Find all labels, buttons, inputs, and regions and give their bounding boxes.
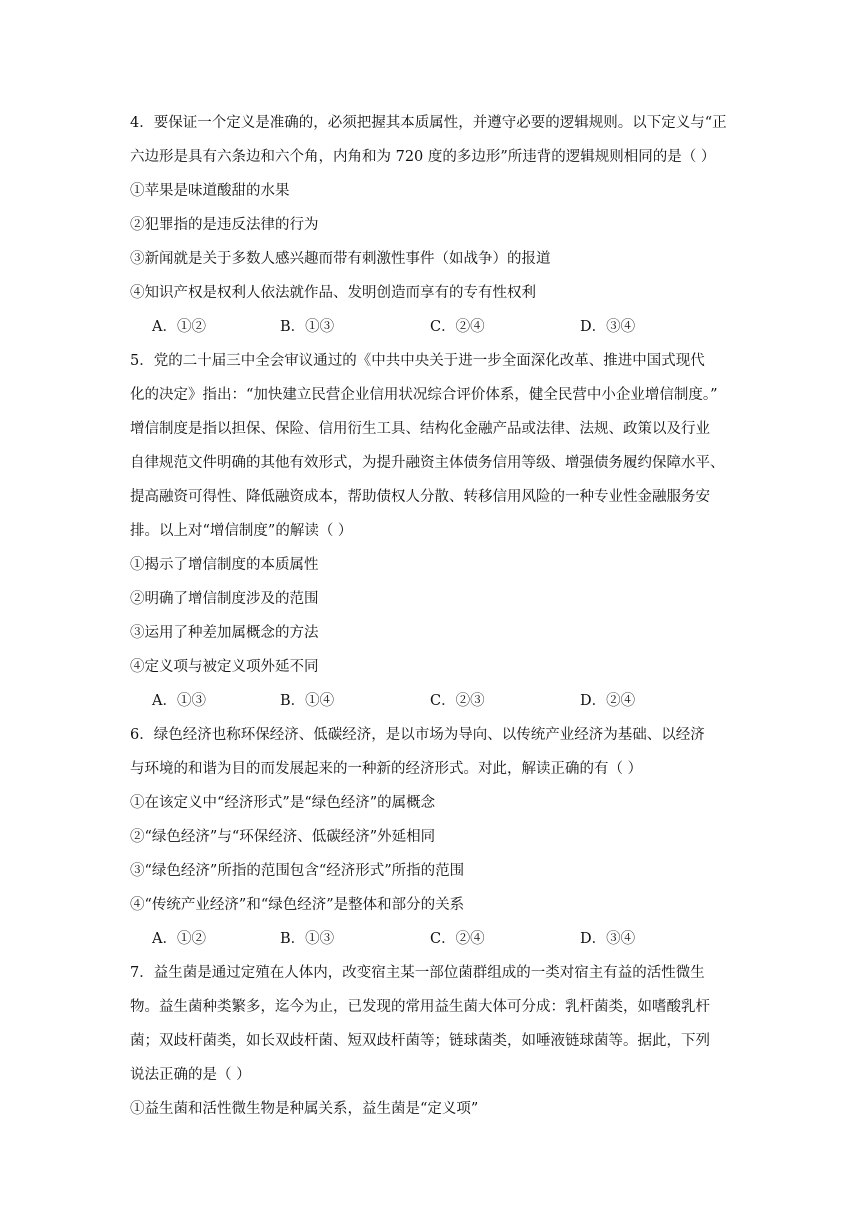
answer-options <box>152 691 752 711</box>
question-text-line: 自律规范文件明确的其他有效形式，为提升融资主体债务信用等级、增强债务履约保障水平、 <box>130 455 725 471</box>
option-c: C．②④ <box>430 319 485 335</box>
statement: ③新闻就是关于多数人感兴趣而带有刺激性事件（如战争）的报道 <box>130 251 551 267</box>
statement: ②明确了增信制度涉及的范围 <box>130 591 319 607</box>
option-b: B．①④ <box>280 693 335 709</box>
question-text-line: 物。益生菌种类繁多，迄今为止，已发现的常用益生菌大体可分成：乳杆菌类，如嗜酸乳杆 <box>130 999 710 1015</box>
question-text-line: 菌；双歧杆菌类，如长双歧杆菌、短双歧杆菌等；链球菌类，如唾液链球菌等。据此，下列 <box>130 1033 710 1049</box>
question-text-line: 6．绿色经济也称环保经济、低碳经济，是以市场为导向、以传统产业经济为基础、以经济 <box>130 727 705 743</box>
option-b: B．①③ <box>280 931 335 947</box>
statement: ①苹果是味道酸甜的水果 <box>130 183 290 199</box>
option-a: A．①② <box>152 319 206 335</box>
question-text-line: 与环境的和谐为目的而发展起来的一种新的经济形式。对此，解读正确的有（ ） <box>130 761 643 777</box>
option-a: A．①③ <box>152 693 206 709</box>
statement: ②“绿色经济”与“环保经济、低碳经济”外延相同 <box>130 829 436 845</box>
statement: ①益生菌和活性微生物是种属关系，益生菌是“定义项” <box>130 1101 479 1117</box>
answer-options <box>152 929 752 949</box>
statement: ③“绿色经济”所指的范围包含“经济形式”所指的范围 <box>130 863 465 879</box>
option-b: B．①③ <box>280 319 335 335</box>
question-text-line: 说法正确的是（ ） <box>130 1067 251 1083</box>
statement: ①在该定义中“经济形式”是“绿色经济”的属概念 <box>130 795 436 811</box>
question-text-line: 4．要保证一个定义是准确的，必须把握其本质属性，并遵守必要的逻辑规则。以下定义与“正 <box>130 115 727 131</box>
statement: ②犯罪指的是违反法律的行为 <box>130 217 319 233</box>
option-c: C．②③ <box>430 693 485 709</box>
option-c: C．②④ <box>430 931 485 947</box>
question-text-line: 7．益生菌是通过定殖在人体内，改变宿主某一部位菌群组成的一类对宿主有益的活性微生 <box>130 965 705 981</box>
statement: ④“传统产业经济”和“绿色经济”是整体和部分的关系 <box>130 897 465 913</box>
option-a: A．①② <box>152 931 206 947</box>
question-text-line: 六边形是具有六条边和六个角，内角和为 720 度的多边形”所违背的逻辑规则相同的是（ ） <box>130 149 716 165</box>
question-text-line: 化的决定》指出：“加快建立民营企业信用状况综合评价体系，健全民营中小企业增信制度。” <box>130 387 718 403</box>
question-text-line: 5．党的二十届三中全会审议通过的《中共中央关于进一步全面深化改革、推进中国式现代 <box>130 353 705 369</box>
option-d: D．③④ <box>580 931 636 947</box>
statement: ③运用了种差加属概念的方法 <box>130 625 319 641</box>
question-text-line: 增信制度是指以担保、保险、信用衍生工具、结构化金融产品或法律、法规、政策以及行业 <box>130 421 710 437</box>
statement: ④知识产权是权利人依法就作品、发明创造而享有的专有性权利 <box>130 285 536 301</box>
question-text-line: 提高融资可得性、降低融资成本，帮助债权人分散、转移信用风险的一种专业性金融服务安 <box>130 489 710 505</box>
option-d: D．②④ <box>580 693 636 709</box>
statement: ①揭示了增信制度的本质属性 <box>130 557 319 573</box>
option-d: D．③④ <box>580 319 636 335</box>
statement: ④定义项与被定义项外延不同 <box>130 659 319 675</box>
answer-options <box>152 317 752 337</box>
question-text-line: 排。以上对“增信制度”的解读（ ） <box>130 523 353 539</box>
